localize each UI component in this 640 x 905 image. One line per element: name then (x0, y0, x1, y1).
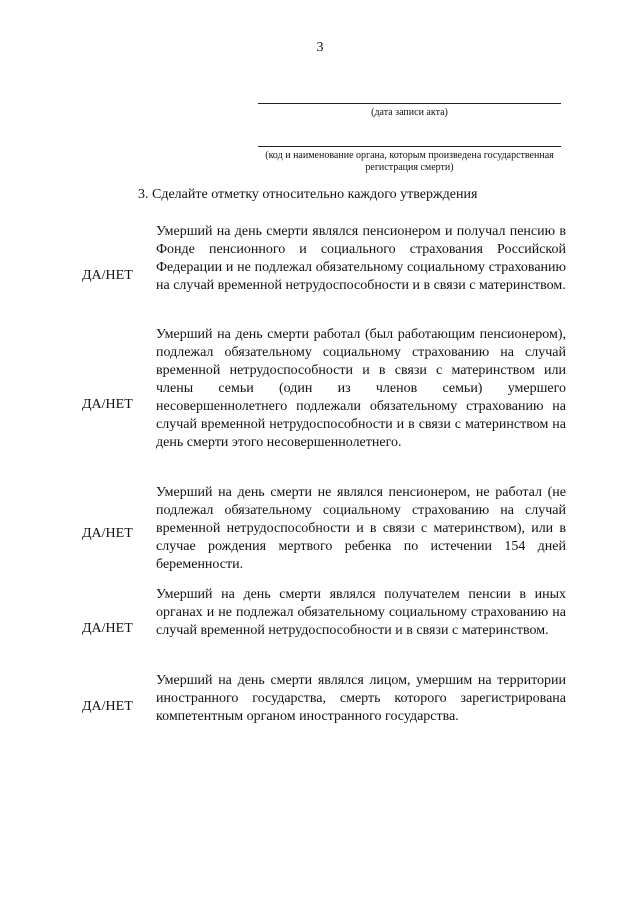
answer-option[interactable]: ДА/НЕТ (82, 526, 133, 541)
answer-option[interactable]: ДА/НЕТ (82, 699, 133, 714)
registry-authority-line (258, 146, 561, 147)
answer-option[interactable]: ДА/НЕТ (82, 268, 133, 283)
answer-option[interactable]: ДА/НЕТ (82, 397, 133, 412)
section-heading: 3. Сделайте отметку относительно каждого утверждения (138, 187, 478, 202)
statement-text: Умерший на день смерти не являлся пенсионером, не работал (не подлежал обязательному социальному страхованию на случай временной нетрудоспособности и в связи с материнством), или в случае рождения мертвого ребенка по истечении 154 дней беременности. (156, 485, 566, 572)
page-number: 3 (316, 40, 324, 55)
statement-text: Умерший на день смерти являлся пенсионером и получал пенсию в Фонде пенсионного и социального страхования Российской Федерации и не подлежал обязательному социальному страхованию на случай временной нетрудоспособности и в связи с материнством. (156, 224, 566, 293)
statement-text: Умерший на день смерти являлся получателем пенсии в иных органах и не подлежал обязательному социальному страхованию на случай временной нетрудоспособности и в связи с материнством. (156, 587, 566, 638)
act-date-line (258, 103, 561, 104)
registry-authority-caption: (код и наименование органа, которым произведена государственная регистрация смерти) (265, 150, 554, 173)
answer-option[interactable]: ДА/НЕТ (82, 621, 133, 636)
statement-text: Умерший на день смерти являлся лицом, умершим на территории иностранного государства, смерть которого зарегистрирована компетентным органом иностранного государства. (156, 673, 566, 724)
act-date-caption: (дата записи акта) (371, 107, 448, 118)
statement-text: Умерший на день смерти работал (был работающим пенсионером), подлежал обязательному социальному страхованию на случай временной нетрудоспособности и в связи с материнством или члены семьи (один из членов семьи) умершего несовершеннолетнего подлежали обязательному страхованию на случай временной нетрудоспособности и в связи с материнством на день смерти этого несовершеннолетнего. (156, 327, 566, 450)
